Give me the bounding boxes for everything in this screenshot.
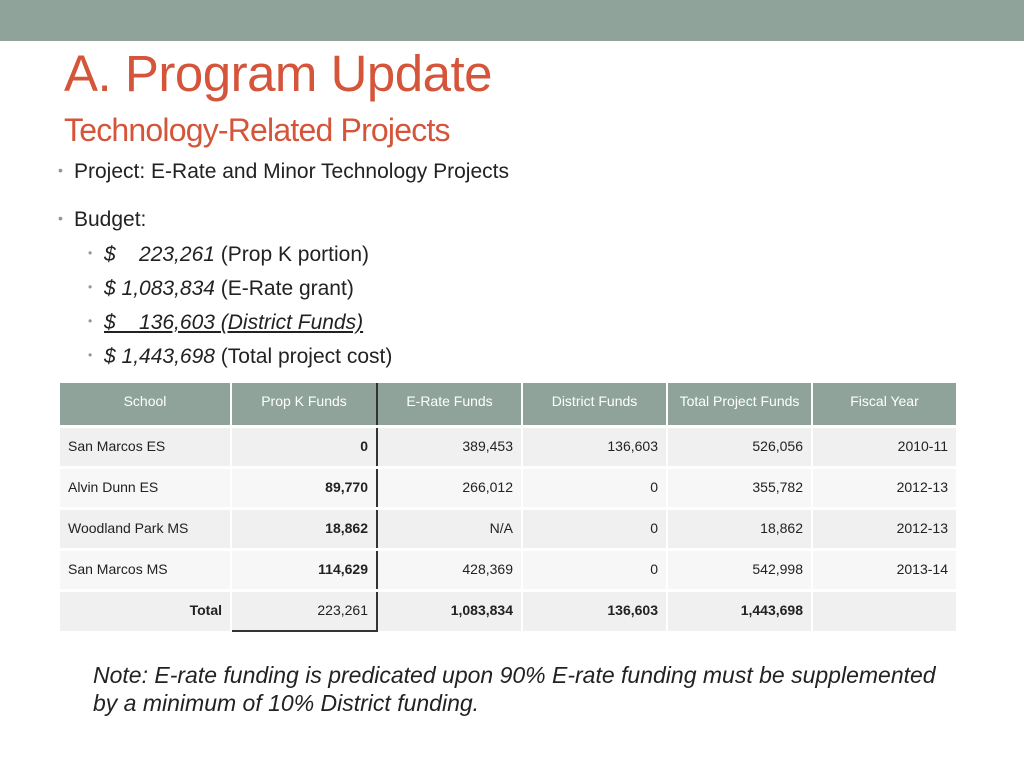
- cell-fiscal-year: 2012-13: [812, 467, 957, 508]
- budget-amount: $ 223,261: [104, 243, 215, 266]
- budget-label: Budget:: [74, 208, 147, 231]
- budget-item-district: [88, 306, 363, 340]
- bullet-icon: •: [58, 210, 63, 227]
- budget-desc: (Prop K portion): [214, 243, 370, 266]
- cell-propk: 18,862: [231, 508, 377, 549]
- footnote: Note: E-rate funding is predicated upon 90% E-rate funding must be supplemented by a minimum of 10% District funding.: [93, 662, 936, 716]
- table-row: [60, 467, 957, 508]
- table-total-row: [60, 590, 957, 631]
- cell-total-label: Total: [60, 590, 231, 631]
- budget-table: [60, 383, 958, 632]
- cell-district: 136,603: [522, 426, 667, 467]
- page-title: A. Program Update: [64, 45, 493, 102]
- cell-district: 0: [522, 549, 667, 590]
- cell-district: 0: [522, 508, 667, 549]
- budget-desc: (Total project cost): [214, 345, 393, 368]
- cell-erate: 266,012: [377, 467, 522, 508]
- cell-school: Alvin Dunn ES: [60, 467, 231, 508]
- table-row: [60, 426, 957, 467]
- cell-total-total: 1,443,698: [667, 590, 812, 631]
- cell-propk: 89,770: [231, 467, 377, 508]
- bullet-budget: [58, 203, 146, 237]
- page-subtitle: Technology-Related Projects: [64, 112, 450, 148]
- bullet-icon: •: [88, 314, 93, 329]
- cell-erate: 428,369: [377, 549, 522, 590]
- budget-amount: $ 1,083,834: [104, 277, 215, 300]
- budget-item-propk: [88, 238, 369, 272]
- budget-amount: $ 1,443,698: [104, 345, 215, 368]
- budget-item-erate: [88, 272, 354, 306]
- cell-school: Woodland Park MS: [60, 508, 231, 549]
- cell-total: 18,862: [667, 508, 812, 549]
- project-text: Project: E-Rate and Minor Technology Projects: [74, 160, 509, 183]
- bullet-project: [58, 155, 509, 189]
- cell-erate: N/A: [377, 508, 522, 549]
- cell-district: 0: [522, 467, 667, 508]
- bullet-icon: •: [88, 280, 93, 295]
- table-row: [60, 508, 957, 549]
- cell-fiscal-year: 2010-11: [812, 426, 957, 467]
- cell-total: 355,782: [667, 467, 812, 508]
- column-header-total: Total Project Funds: [667, 383, 812, 426]
- column-header-district: District Funds: [522, 383, 667, 426]
- cell-total-fiscal-year: [812, 590, 957, 631]
- cell-propk: 0: [231, 426, 377, 467]
- cell-fiscal-year: 2012-13: [812, 508, 957, 549]
- table-header-row: [60, 383, 957, 426]
- column-header-erate: E-Rate Funds: [377, 383, 522, 426]
- table-row: [60, 549, 957, 590]
- cell-total: 542,998: [667, 549, 812, 590]
- budget-desc: (E-Rate grant): [214, 277, 354, 300]
- budget-amount: $ 136,603 (District Funds): [104, 311, 364, 334]
- bullet-icon: •: [58, 162, 63, 179]
- cell-fiscal-year: 2013-14: [812, 549, 957, 590]
- cell-total-propk: 223,261: [231, 590, 377, 631]
- column-header-fiscal-year: Fiscal Year: [812, 383, 957, 426]
- bullet-icon: •: [88, 246, 93, 261]
- cell-total-erate: 1,083,834: [377, 590, 522, 631]
- cell-total-district: 136,603: [522, 590, 667, 631]
- cell-school: San Marcos MS: [60, 549, 231, 590]
- bullet-icon: •: [88, 348, 93, 363]
- cell-total: 526,056: [667, 426, 812, 467]
- top-banner: [0, 0, 1024, 41]
- column-header-school: School: [60, 383, 231, 426]
- cell-school: San Marcos ES: [60, 426, 231, 467]
- cell-erate: 389,453: [377, 426, 522, 467]
- column-header-propk: Prop K Funds: [231, 383, 377, 426]
- budget-item-total: [88, 340, 392, 374]
- cell-propk: 114,629: [231, 549, 377, 590]
